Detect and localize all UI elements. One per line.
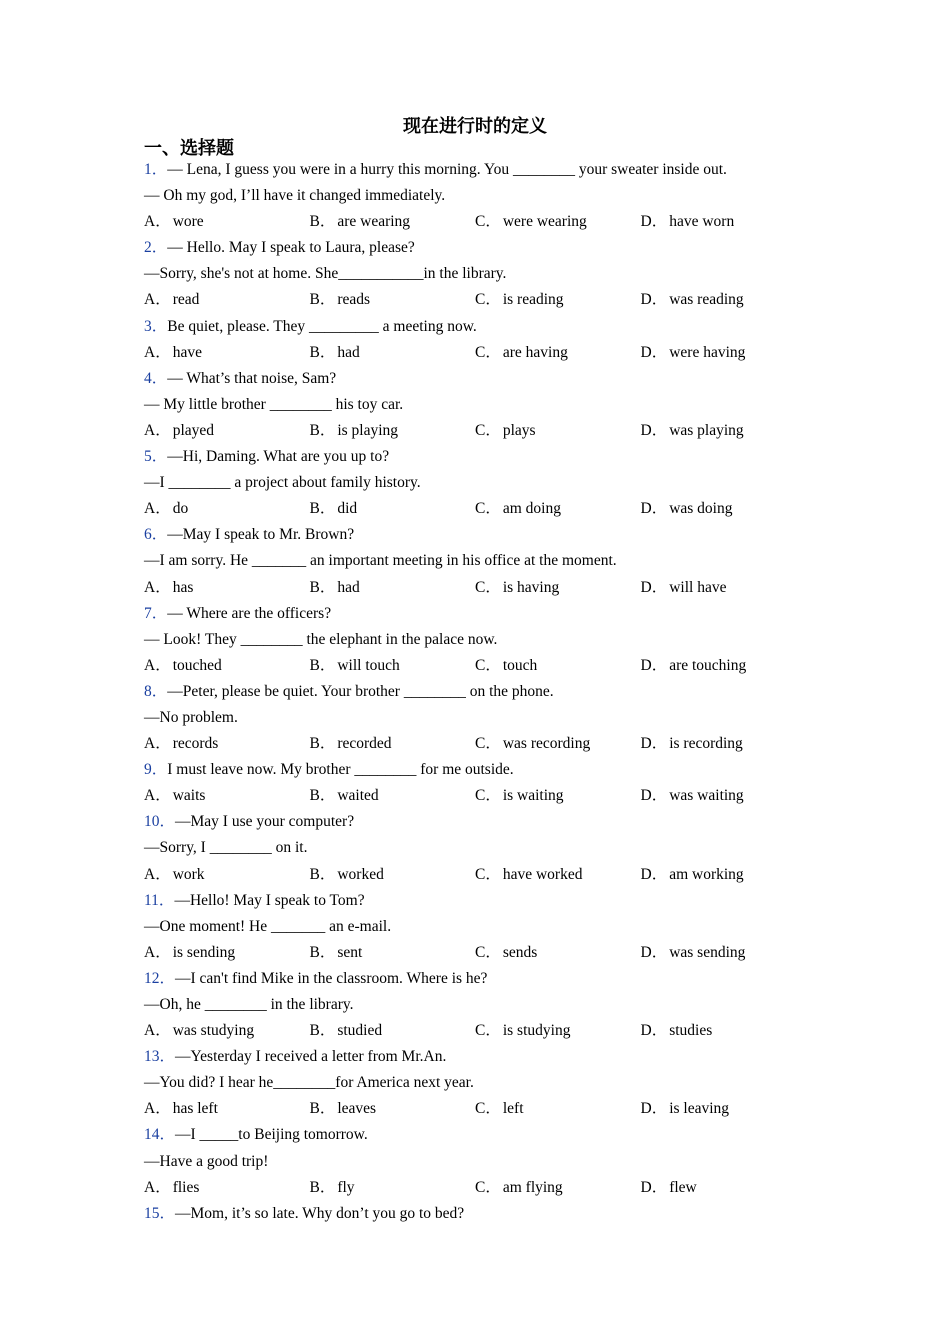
option-letter: C．	[475, 656, 501, 674]
option-text: sent	[337, 943, 363, 961]
option-text: waited	[337, 787, 379, 805]
option-c	[475, 1096, 641, 1122]
option-text: were having	[669, 343, 746, 361]
option-letter: C．	[475, 343, 501, 361]
option-row	[144, 1175, 844, 1201]
option-letter: C．	[475, 1022, 501, 1040]
question-dialogue-line	[144, 261, 844, 287]
question-text: —You did? I hear he________for America next year.	[144, 1074, 474, 1092]
option-text: work	[172, 865, 205, 883]
question-item	[144, 1201, 844, 1227]
question-number: 2．	[144, 239, 168, 257]
question-stem	[144, 888, 844, 914]
option-letter: A．	[144, 865, 171, 883]
question-text: —No problem.	[144, 708, 238, 726]
option-c	[475, 731, 641, 757]
option-letter: D．	[640, 943, 668, 961]
option-text: records	[172, 735, 219, 753]
option-text: is leaving	[669, 1100, 730, 1118]
option-text: flew	[669, 1178, 697, 1196]
option-letter: D．	[640, 421, 668, 439]
option-b	[310, 783, 476, 809]
option-letter: A．	[144, 1178, 171, 1196]
option-letter: A．	[144, 213, 171, 231]
question-text: —May I use your computer?	[175, 813, 355, 831]
question-text: — Lena, I guess you were in a hurry this morning. You ________ your sweater inside out.	[167, 161, 727, 178]
question-stem	[144, 1044, 844, 1070]
option-text: will touch	[337, 656, 400, 674]
question-number: 5．	[144, 448, 168, 466]
option-letter: C．	[475, 291, 501, 309]
option-a	[144, 731, 310, 757]
option-text: was sending	[669, 943, 746, 961]
question-text: — My little brother ________ his toy car.	[144, 395, 404, 413]
option-d	[641, 862, 807, 888]
question-dialogue-line	[144, 183, 844, 209]
question-number: 9．	[144, 761, 168, 779]
question-number: 8．	[144, 682, 168, 700]
question-number: 3．	[144, 317, 168, 335]
question-number: 11．	[144, 891, 175, 909]
option-text: plays	[502, 421, 536, 439]
question-number: 1．	[144, 161, 168, 178]
option-row	[144, 418, 844, 444]
option-text: is having	[502, 578, 560, 596]
option-text: was waiting	[669, 787, 744, 805]
option-a	[144, 1018, 310, 1044]
option-d	[641, 940, 807, 966]
question-number: 13．	[144, 1048, 176, 1066]
option-a	[144, 940, 310, 966]
question-text: —I am sorry. He _______ an important meeting in his office at the moment.	[144, 552, 617, 570]
option-letter: C．	[475, 1178, 501, 1196]
question-item	[144, 966, 844, 1044]
question-text: Be quiet, please. They _________ a meeting now.	[167, 317, 477, 335]
question-dialogue-line	[144, 1149, 844, 1175]
question-text: — Look! They ________ the elephant in the palace now.	[144, 630, 498, 648]
option-letter: B．	[309, 421, 336, 439]
option-b	[310, 418, 476, 444]
option-c	[475, 940, 641, 966]
option-c	[475, 287, 641, 313]
option-a	[144, 1096, 310, 1122]
option-letter: A．	[144, 421, 171, 439]
question-stem	[144, 235, 844, 261]
option-b	[310, 575, 476, 601]
option-text: touch	[502, 656, 538, 674]
option-text: have worked	[502, 865, 583, 883]
option-c	[475, 1175, 641, 1201]
question-text: — Oh my god, I’ll have it changed immediately.	[144, 187, 446, 205]
option-letter: C．	[475, 1100, 501, 1118]
option-letter: B．	[309, 1100, 336, 1118]
option-text: was playing	[669, 421, 744, 439]
question-text: —Yesterday I received a letter from Mr.An.	[175, 1048, 447, 1066]
option-letter: B．	[309, 213, 336, 231]
option-text: played	[172, 421, 215, 439]
question-text: —Peter, please be quiet. Your brother ________ on the phone.	[167, 682, 554, 700]
option-text: am working	[669, 865, 744, 883]
option-a	[144, 340, 310, 366]
question-text: —Have a good trip!	[144, 1152, 269, 1170]
question-item	[144, 1044, 844, 1122]
option-text: was studying	[172, 1022, 255, 1040]
option-c	[475, 653, 641, 679]
option-c	[475, 496, 641, 522]
option-letter: A．	[144, 578, 171, 596]
option-text: am flying	[502, 1178, 563, 1196]
question-text: —May I speak to Mr. Brown?	[167, 526, 355, 544]
option-row	[144, 862, 844, 888]
option-row	[144, 653, 844, 679]
question-item	[144, 679, 844, 757]
option-b	[310, 862, 476, 888]
option-letter: D．	[640, 343, 668, 361]
option-text: was recording	[502, 735, 591, 753]
option-letter: A．	[144, 787, 171, 805]
option-letter: A．	[144, 500, 171, 518]
option-b	[310, 1096, 476, 1122]
option-row	[144, 209, 844, 235]
option-d	[641, 287, 807, 313]
question-item	[144, 888, 844, 966]
question-number: 6．	[144, 526, 168, 544]
question-item	[144, 757, 844, 809]
option-b	[310, 940, 476, 966]
option-letter: B．	[309, 500, 336, 518]
option-c	[475, 575, 641, 601]
question-stem	[144, 366, 844, 392]
option-d	[641, 653, 807, 679]
option-text: leaves	[337, 1100, 377, 1118]
question-number: 7．	[144, 604, 168, 622]
option-text: had	[337, 343, 360, 361]
question-text: —Sorry, I ________ on it.	[144, 839, 308, 857]
question-dialogue-line	[144, 470, 844, 496]
option-c	[475, 209, 641, 235]
option-a	[144, 783, 310, 809]
option-row	[144, 940, 844, 966]
question-text: —Sorry, she's not at home. She___________in the library.	[144, 265, 507, 283]
option-row	[144, 496, 844, 522]
option-text: worked	[337, 865, 384, 883]
option-row	[144, 731, 844, 757]
option-text: will have	[669, 578, 727, 596]
question-number: 15．	[144, 1204, 176, 1222]
option-a	[144, 418, 310, 444]
question-text: —I ________ a project about family history.	[144, 474, 421, 492]
page-title: 现在进行时的定义	[403, 116, 547, 137]
question-stem	[144, 601, 844, 627]
option-row	[144, 340, 844, 366]
option-text: was reading	[669, 291, 744, 309]
option-letter: B．	[309, 1022, 336, 1040]
question-text: —Hello! May I speak to Tom?	[174, 891, 365, 909]
option-letter: D．	[640, 787, 668, 805]
question-item	[144, 601, 844, 679]
option-row	[144, 783, 844, 809]
question-number: 12．	[144, 969, 176, 987]
question-item	[144, 314, 844, 366]
option-text: do	[172, 500, 189, 518]
option-text: reads	[337, 291, 371, 309]
option-text: has left	[172, 1100, 218, 1118]
option-text: is waiting	[502, 787, 564, 805]
question-text: —Hi, Daming. What are you up to?	[167, 448, 390, 466]
option-b	[310, 496, 476, 522]
option-a	[144, 653, 310, 679]
question-number: 14．	[144, 1126, 176, 1144]
option-letter: D．	[640, 291, 668, 309]
option-text: are touching	[669, 656, 747, 674]
option-c	[475, 418, 641, 444]
question-item	[144, 1122, 844, 1200]
option-a	[144, 496, 310, 522]
question-stem	[144, 1201, 844, 1227]
option-b	[310, 1175, 476, 1201]
option-text: is playing	[337, 421, 399, 439]
option-letter: A．	[144, 291, 171, 309]
question-text: — Hello. May I speak to Laura, please?	[167, 239, 415, 257]
option-d	[641, 783, 807, 809]
option-text: studied	[337, 1022, 383, 1040]
question-dialogue-line	[144, 392, 844, 418]
option-d	[641, 1018, 807, 1044]
option-d	[641, 731, 807, 757]
question-text: —I _____to Beijing tomorrow.	[175, 1126, 368, 1144]
option-a	[144, 575, 310, 601]
option-d	[641, 575, 807, 601]
question-stem	[144, 314, 844, 340]
option-text: am doing	[502, 500, 561, 518]
question-stem	[144, 809, 844, 835]
option-letter: B．	[309, 943, 336, 961]
option-text: had	[337, 578, 360, 596]
option-text: flies	[172, 1178, 200, 1196]
option-b	[310, 209, 476, 235]
option-text: wore	[172, 213, 204, 231]
option-letter: C．	[475, 421, 501, 439]
option-c	[475, 862, 641, 888]
option-a	[144, 287, 310, 313]
option-text: have	[172, 343, 202, 361]
option-text: was doing	[669, 500, 733, 518]
question-stem	[144, 966, 844, 992]
question-text: —Oh, he ________ in the library.	[144, 996, 354, 1013]
option-text: have worn	[669, 213, 735, 231]
option-letter: B．	[309, 1178, 336, 1196]
question-dialogue-line	[144, 627, 844, 653]
option-c	[475, 783, 641, 809]
option-letter: C．	[475, 500, 501, 518]
option-text: is studying	[502, 1022, 571, 1040]
option-b	[310, 731, 476, 757]
option-text: studies	[669, 1022, 713, 1040]
option-d	[641, 209, 807, 235]
option-letter: A．	[144, 1022, 171, 1040]
option-b	[310, 653, 476, 679]
question-item	[144, 809, 844, 887]
question-dialogue-line	[144, 914, 844, 940]
option-text: has	[172, 578, 194, 596]
question-dialogue-line	[144, 705, 844, 731]
question-text: — What’s that noise, Sam?	[167, 369, 337, 387]
option-letter: D．	[640, 1022, 668, 1040]
option-b	[310, 340, 476, 366]
option-letter: B．	[309, 787, 336, 805]
option-letter: C．	[475, 213, 501, 231]
option-letter: C．	[475, 787, 501, 805]
question-stem	[144, 157, 844, 183]
option-letter: B．	[309, 735, 336, 753]
option-text: waits	[172, 787, 206, 805]
option-row	[144, 1018, 844, 1044]
option-letter: B．	[309, 291, 336, 309]
option-text: are having	[502, 343, 568, 361]
question-dialogue-line	[144, 548, 844, 574]
option-d	[641, 1096, 807, 1122]
option-letter: B．	[309, 578, 336, 596]
option-a	[144, 1175, 310, 1201]
option-letter: C．	[475, 865, 501, 883]
option-letter: C．	[475, 578, 501, 596]
question-text: I must leave now. My brother ________ for me outside.	[167, 761, 514, 779]
option-row	[144, 287, 844, 313]
option-text: is reading	[502, 291, 564, 309]
option-letter: D．	[640, 500, 668, 518]
option-text: touched	[172, 656, 222, 674]
option-letter: D．	[640, 213, 668, 231]
option-text: are wearing	[337, 213, 411, 231]
option-d	[641, 1175, 807, 1201]
option-letter: C．	[475, 735, 501, 753]
option-a	[144, 862, 310, 888]
option-row	[144, 575, 844, 601]
question-dialogue-line	[144, 1070, 844, 1096]
question-item	[144, 444, 844, 522]
question-item	[144, 157, 844, 235]
option-text: read	[172, 291, 200, 309]
option-letter: D．	[640, 656, 668, 674]
option-text: is recording	[669, 735, 743, 753]
question-stem	[144, 1122, 844, 1148]
question-text: — Where are the officers?	[167, 604, 332, 622]
question-item	[144, 366, 844, 444]
question-dialogue-line	[144, 835, 844, 861]
question-item	[144, 522, 844, 600]
section-heading: 一、选择题	[144, 138, 234, 159]
option-letter: B．	[309, 343, 336, 361]
option-row	[144, 1096, 844, 1122]
question-text: —I can't find Mike in the classroom. Where is he?	[175, 969, 488, 987]
option-text: sends	[502, 943, 538, 961]
option-text: recorded	[337, 735, 392, 753]
option-d	[641, 340, 807, 366]
question-text: —Mom, it’s so late. Why don’t you go to bed?	[175, 1204, 465, 1222]
question-list	[144, 157, 844, 1227]
option-letter: A．	[144, 343, 171, 361]
option-letter: B．	[309, 656, 336, 674]
option-c	[475, 1018, 641, 1044]
option-letter: A．	[144, 943, 171, 961]
option-letter: A．	[144, 1100, 171, 1118]
question-number: 4．	[144, 369, 168, 387]
option-b	[310, 1018, 476, 1044]
option-text: did	[337, 500, 358, 518]
option-letter: D．	[640, 735, 668, 753]
option-letter: A．	[144, 656, 171, 674]
option-text: were wearing	[502, 213, 587, 231]
option-text: is sending	[172, 943, 236, 961]
option-letter: D．	[640, 1178, 668, 1196]
question-text: —One moment! He _______ an e-mail.	[144, 917, 392, 935]
option-letter: D．	[640, 1100, 668, 1118]
question-number: 10．	[144, 813, 176, 831]
option-letter: B．	[309, 865, 336, 883]
option-c	[475, 340, 641, 366]
option-text: left	[502, 1100, 524, 1118]
question-item	[144, 235, 844, 313]
option-b	[310, 287, 476, 313]
question-stem	[144, 757, 844, 783]
option-d	[641, 496, 807, 522]
option-a	[144, 209, 310, 235]
question-dialogue-line	[144, 992, 844, 1018]
option-text: fly	[337, 1178, 355, 1196]
option-letter: D．	[640, 578, 668, 596]
option-letter: C．	[475, 943, 501, 961]
question-stem	[144, 522, 844, 548]
option-letter: D．	[640, 865, 668, 883]
option-d	[641, 418, 807, 444]
option-letter: A．	[144, 735, 171, 753]
question-stem	[144, 679, 844, 705]
question-stem	[144, 444, 844, 470]
